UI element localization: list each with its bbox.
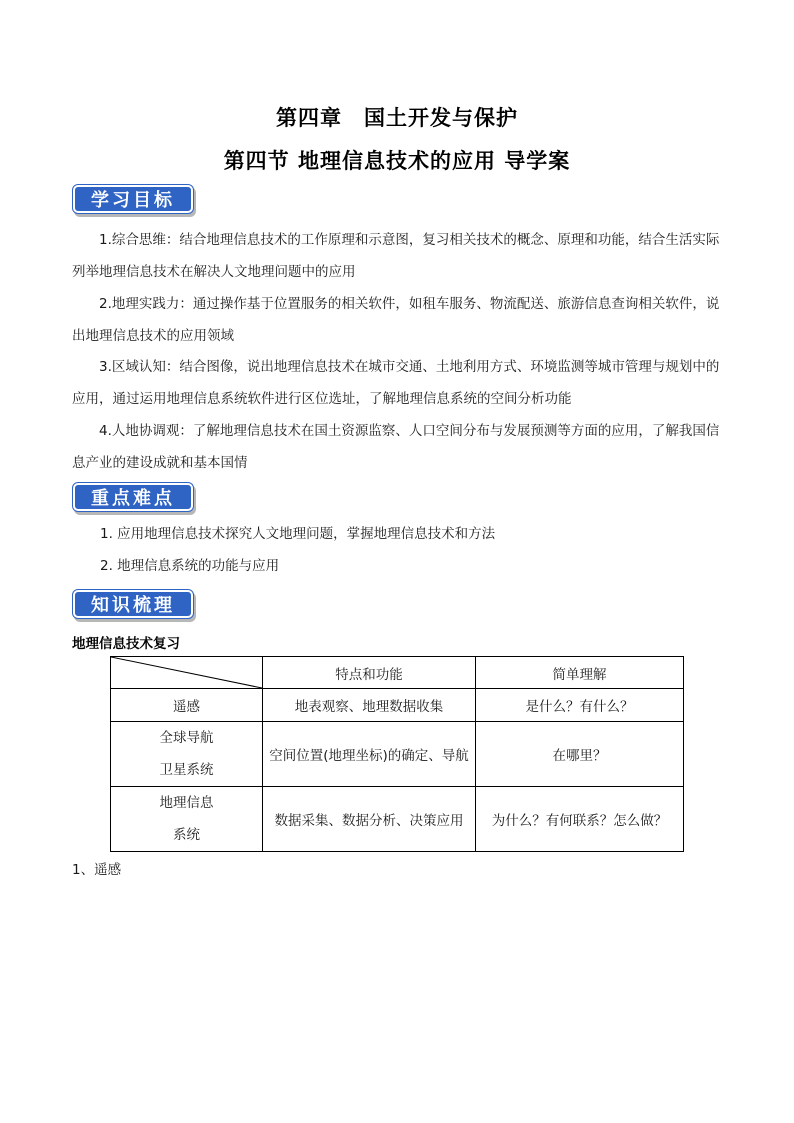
row-name-line1: 全球导航	[159, 730, 214, 746]
table-header-row	[111, 657, 684, 689]
header-meaning: 简单理解	[476, 657, 684, 689]
table-row	[111, 689, 684, 722]
diagonal-header-cell	[111, 657, 263, 689]
objective-4: 4.人地协调观：了解地理信息技术在国土资源监察、人口空间分布与发展预测等方面的应用，了解我国信息产业的建设成就和基本国情	[72, 423, 720, 471]
row-name	[111, 787, 263, 852]
row-feature: 地表观察、地理数据收集	[263, 689, 476, 722]
row-feature: 数据采集、数据分析、决策应用	[263, 787, 476, 852]
review-table	[110, 656, 684, 852]
objectives-badge: 学习目标	[73, 185, 193, 213]
objective-1: 1.综合思维：结合地理信息技术的工作原理和示意图，复习相关技术的概念、原理和功能，结合生活实际列举地理信息技术在解决人文地理问题中的应用	[72, 232, 720, 280]
diagonal-line	[111, 657, 262, 688]
objective-3: 3.区域认知：结合图像，说出地理信息技术在城市交通、土地利用方式、环境监测等城市管理与规划中的应用，通过运用地理信息系统软件进行区位选址，了解地理信息系统的空间分析功能	[72, 359, 720, 407]
section-title: 第四节 地理信息技术的应用 导学案	[223, 148, 571, 173]
row-meaning: 是什么？有什么？	[476, 689, 684, 722]
objective-2: 2.地理实践力：通过操作基于位置服务的相关软件，如租车服务、物流配送、旅游信息查询相关软件，说出地理信息技术的应用领域	[72, 296, 720, 344]
table-row	[111, 722, 684, 787]
key-points-badge: 重点难点	[73, 483, 193, 511]
row-name	[111, 722, 263, 787]
row-feature: 空间位置(地理坐标)的确定、导航	[263, 722, 476, 787]
row-meaning: 为什么？有何联系？怎么做？	[476, 787, 684, 852]
subsection-heading: 1、遥感	[72, 862, 122, 878]
knowledge-badge: 知识梳理	[73, 590, 193, 618]
header-feature: 特点和功能	[263, 657, 476, 689]
row-name: 遥感	[111, 689, 263, 722]
review-label: 地理信息技术复习	[72, 636, 180, 652]
row-name-line2: 卫星系统	[159, 762, 214, 778]
table-row	[111, 787, 684, 852]
row-name-line1: 地理信息	[159, 795, 214, 811]
key-point-2: 2. 地理信息系统的功能与应用	[100, 558, 280, 574]
row-name-line2: 系统	[173, 827, 200, 843]
row-meaning: 在哪里？	[476, 722, 684, 787]
key-point-1: 1. 应用地理信息技术探究人文地理问题，掌握地理信息技术和方法	[100, 526, 496, 542]
chapter-title: 第四章 国土开发与保护	[276, 105, 518, 130]
